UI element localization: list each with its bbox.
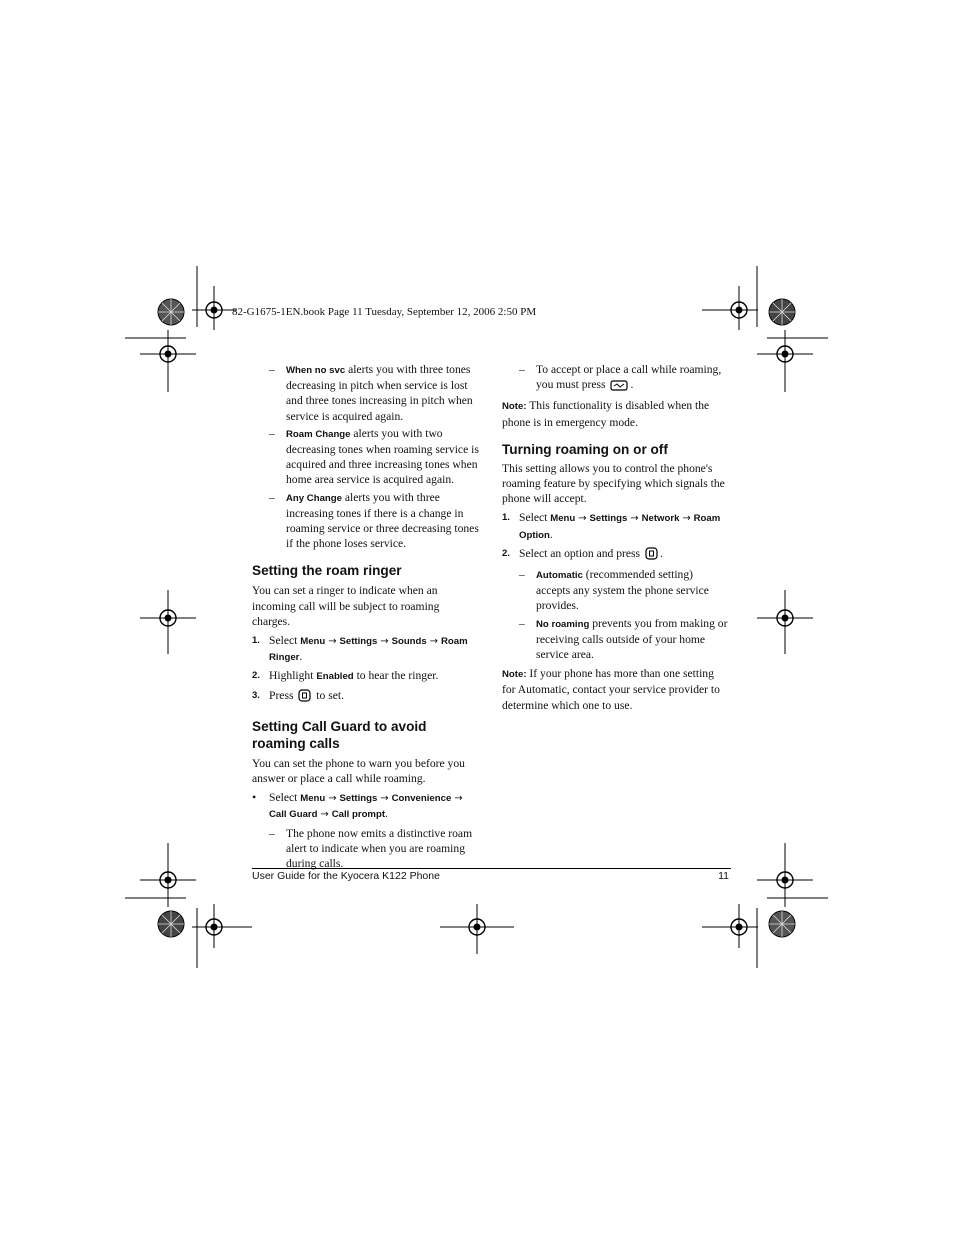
- list-item: – Automatic (recommended setting) accepts any system the phone service provides.: [519, 568, 709, 613]
- ok-key-icon: [298, 689, 311, 706]
- list-item: 2. Highlight Enabled to hear the ringer.: [252, 669, 439, 683]
- note: Note: If your phone has more than one setting for Automatic, contact your service provider to determine which one to use.: [502, 667, 720, 712]
- paragraph: You can set a ringer to indicate when an incoming call will be subject to roaming charges.: [252, 584, 440, 628]
- book-slug: 82-G1675-1EN.book Page 11 Tuesday, September 12, 2006 2:50 PM: [232, 306, 537, 318]
- section-heading: Setting Call Guard to avoid roaming calls: [252, 718, 427, 751]
- right-column: [502, 362, 730, 713]
- ok-key-icon: [645, 547, 658, 564]
- list-item: – Any Change alerts you with three increasing tones if there is a change in roaming service or three decreasing tones if the phone loses service.: [269, 490, 479, 551]
- note: Note: This functionality is disabled when the phone is in emergency mode.: [502, 399, 710, 429]
- footer-title: User Guide for the Kyocera K122 Phone: [252, 870, 440, 882]
- list-item: • Select Menu → Settings → Convenience → Call Guard → Call prompt.: [252, 790, 463, 821]
- page-number: 11: [718, 870, 729, 882]
- list-item: 3. Press to set.: [252, 688, 480, 706]
- left-column: [252, 362, 480, 873]
- list-item: 2. Select an option and press .: [502, 546, 730, 564]
- paragraph: This setting allows you to control the phone's roaming feature by specifying which signals the phone will accept.: [502, 461, 725, 506]
- section-heading: Turning roaming on or off: [502, 441, 668, 457]
- list-item: – The phone now emits a distinctive roam alert to indicate when you are roaming during calls.: [269, 826, 473, 871]
- list-item: – Roam Change alerts you with two decreasing tones when roaming service is acquired and three increasing tones when home area service is acquired again.: [269, 426, 479, 487]
- section-heading: Setting the roam ringer: [252, 563, 402, 579]
- list-item: – When no svc alerts you with three tones decreasing in pitch when service is lost and three tones increasing in pitch when service is acquired again.: [269, 363, 473, 423]
- list-item: – To accept or place a call while roaming, you must press .: [502, 362, 730, 395]
- page-footer: [252, 868, 731, 882]
- list-item: 1. Select Menu → Settings → Sounds → Roam Ringer.: [252, 634, 468, 664]
- list-item: 1. Select Menu → Settings → Network → Roam Option.: [502, 511, 721, 541]
- list-item: – No roaming prevents you from making or receiving calls outside of your home service area.: [519, 616, 728, 662]
- send-key-icon: [610, 380, 628, 395]
- paragraph: You can set the phone to warn you before you answer or place a call while roaming.: [252, 756, 465, 786]
